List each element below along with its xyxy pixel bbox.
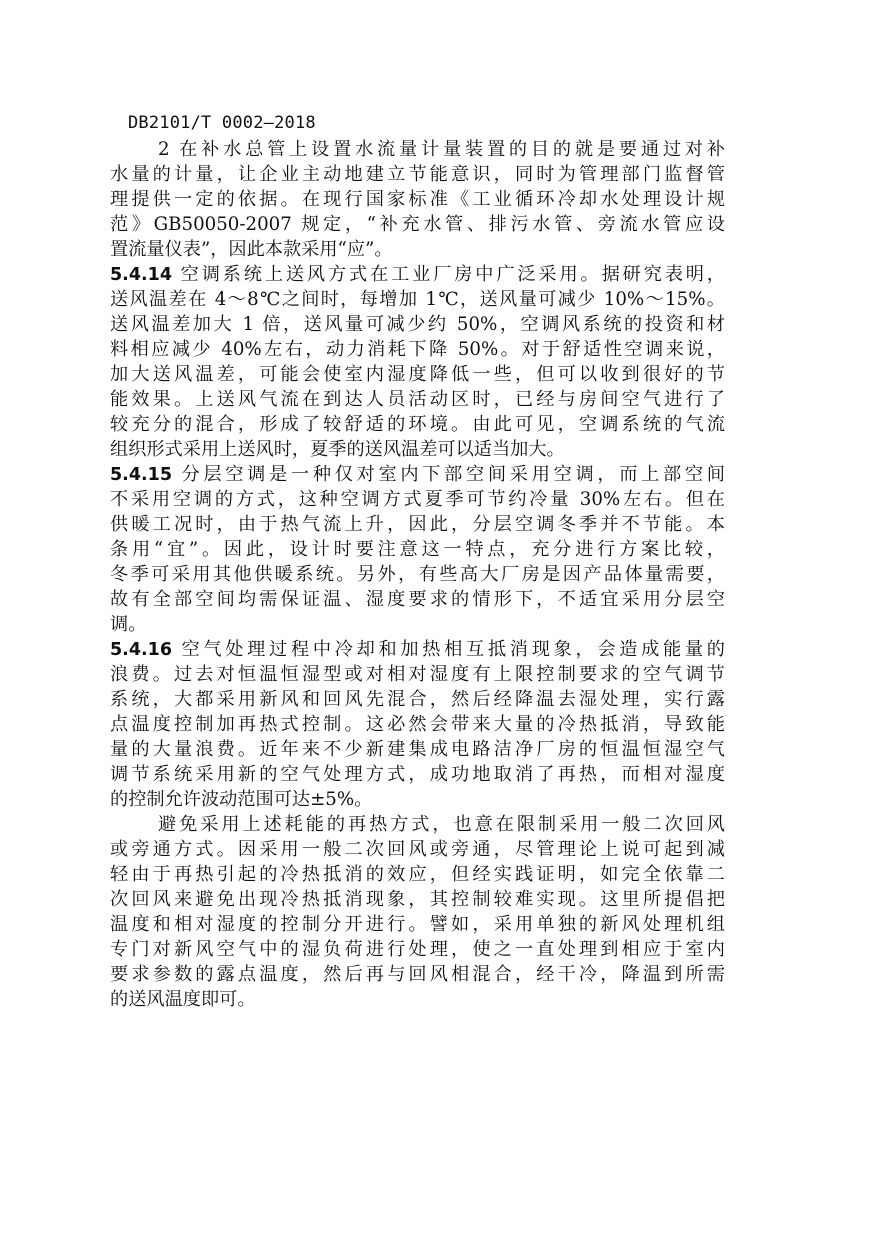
clause-text: 空调系统上送风方式在工业厂房中广泛采用。据研究表明， bbox=[172, 264, 725, 285]
text-line: 水量的计量，让企业主动地建立节能意识，同时为管理部门监督管 bbox=[110, 164, 725, 185]
text-line: 浪费。过去对恒温恒湿型或对相对湿度有上限控制要求的空气调节 bbox=[110, 664, 725, 685]
text-line: 轻由于再热引起的冷热抵消的效应，但经实践证明，如完全依靠二 bbox=[110, 864, 725, 885]
text-line bbox=[110, 262, 725, 287]
clause-5-4-16 bbox=[110, 637, 725, 812]
text-line: 理提供一定的依据。在现行国家标准《工业循环冷却水处理设计规 bbox=[110, 189, 725, 210]
text-line: 范》GB50050-2007 规定，“补充水管、排污水管、旁流水管应设 bbox=[110, 214, 725, 235]
text-line: 量的大量浪费。近年来不少新建集成电路洁净厂房的恒温恒湿空气 bbox=[110, 739, 725, 760]
clause-text: 空气处理过程中冷却和加热相互抵消现象，会造成能量的 bbox=[172, 639, 725, 660]
text-line: 料相应减少 40%左右，动力消耗下降 50%。对于舒适性空调来说， bbox=[110, 339, 725, 360]
text-line: 专门对新风空气中的湿负荷进行处理，使之一直处理到相应于室内 bbox=[110, 939, 725, 960]
text-line: 组织形式采用上送风时，夏季的送风温差可以适当加大。 bbox=[110, 439, 565, 460]
document-code: DB2101/T 0002—2018 bbox=[128, 113, 316, 133]
text-line bbox=[110, 637, 725, 662]
text-line: 系统，大都采用新风和回风先混合，然后经降温去湿处理，实行露 bbox=[110, 689, 725, 710]
clause-number: 5.4.14 bbox=[110, 265, 173, 285]
text-line: 或旁通方式。因采用一般二次回风或旁通，尽管理论上说可起到减 bbox=[110, 839, 725, 860]
text-line bbox=[110, 462, 725, 487]
paragraph-item-2 bbox=[110, 137, 725, 262]
clause-5-4-15 bbox=[110, 462, 725, 637]
text-line: 条用“宜”。因此，设计时要注意这一特点，充分进行方案比较， bbox=[110, 539, 725, 560]
clause-text: 分层空调是一种仅对室内下部空间采用空调，而上部空间 bbox=[172, 464, 725, 485]
clause-number: 5.4.16 bbox=[110, 640, 173, 660]
text-line: 较充分的混合，形成了较舒适的环境。由此可见，空调系统的气流 bbox=[110, 414, 725, 435]
text-line: 不采用空调的方式，这种空调方式夏季可节约冷量 30%左右。但在 bbox=[110, 489, 725, 510]
text-line: 避免采用上述耗能的再热方式，也意在限制采用一般二次回风 bbox=[158, 814, 725, 835]
text-line: 温度和相对湿度的控制分开进行。譬如，采用单独的新风处理机组 bbox=[110, 914, 725, 935]
text-line: 次回风来避免出现冷热抵消现象，其控制较难实现。这里所提倡把 bbox=[110, 889, 725, 910]
text-line: 调节系统采用新的空气处理方式，成功地取消了再热，而相对湿度 bbox=[110, 764, 725, 785]
paragraph-continuation bbox=[110, 812, 725, 1012]
text-line: 送风温差在 4～8℃之间时，每增加 1℃，送风量可减少 10%～15%。 bbox=[110, 289, 725, 310]
text-line: 点温度控制加再热式控制。这必然会带来大量的冷热抵消，导致能 bbox=[110, 714, 725, 735]
text-line: 加大送风温差，可能会使室内湿度降低一些，但可以收到很好的节 bbox=[110, 364, 725, 385]
text-line: 送风温差加大 1 倍，送风量可减少约 50%，空调风系统的投资和材 bbox=[110, 314, 725, 335]
clause-number: 5.4.15 bbox=[110, 465, 173, 485]
text-line: 供暖工况时，由于热气流上升，因此，分层空调冬季并不节能。本 bbox=[110, 514, 725, 535]
text-line: 置流量仪表”，因此本款采用“应”。 bbox=[110, 239, 393, 260]
text-line: 冬季可采用其他供暖系统。另外，有些高大厂房是因产品体量需要， bbox=[110, 564, 725, 585]
text-line: 的控制允许波动范围可达±5%。 bbox=[110, 789, 373, 810]
text-line: 调。 bbox=[110, 614, 147, 635]
text-line: 故有全部空间均需保证温、湿度要求的情形下，不适宜采用分层空 bbox=[110, 589, 725, 610]
text-line: 能效果。上送风气流在到达人员活动区时，已经与房间空气进行了 bbox=[110, 389, 725, 410]
document-body bbox=[110, 137, 725, 1012]
clause-5-4-14 bbox=[110, 262, 725, 462]
text-line: 要求参数的露点温度，然后再与回风相混合，经干冷，降温到所需 bbox=[110, 964, 725, 985]
text-line: 2 在补水总管上设置水流量计量装置的目的就是要通过对补 bbox=[158, 139, 725, 160]
text-line: 的送风温度即可。 bbox=[110, 989, 256, 1010]
